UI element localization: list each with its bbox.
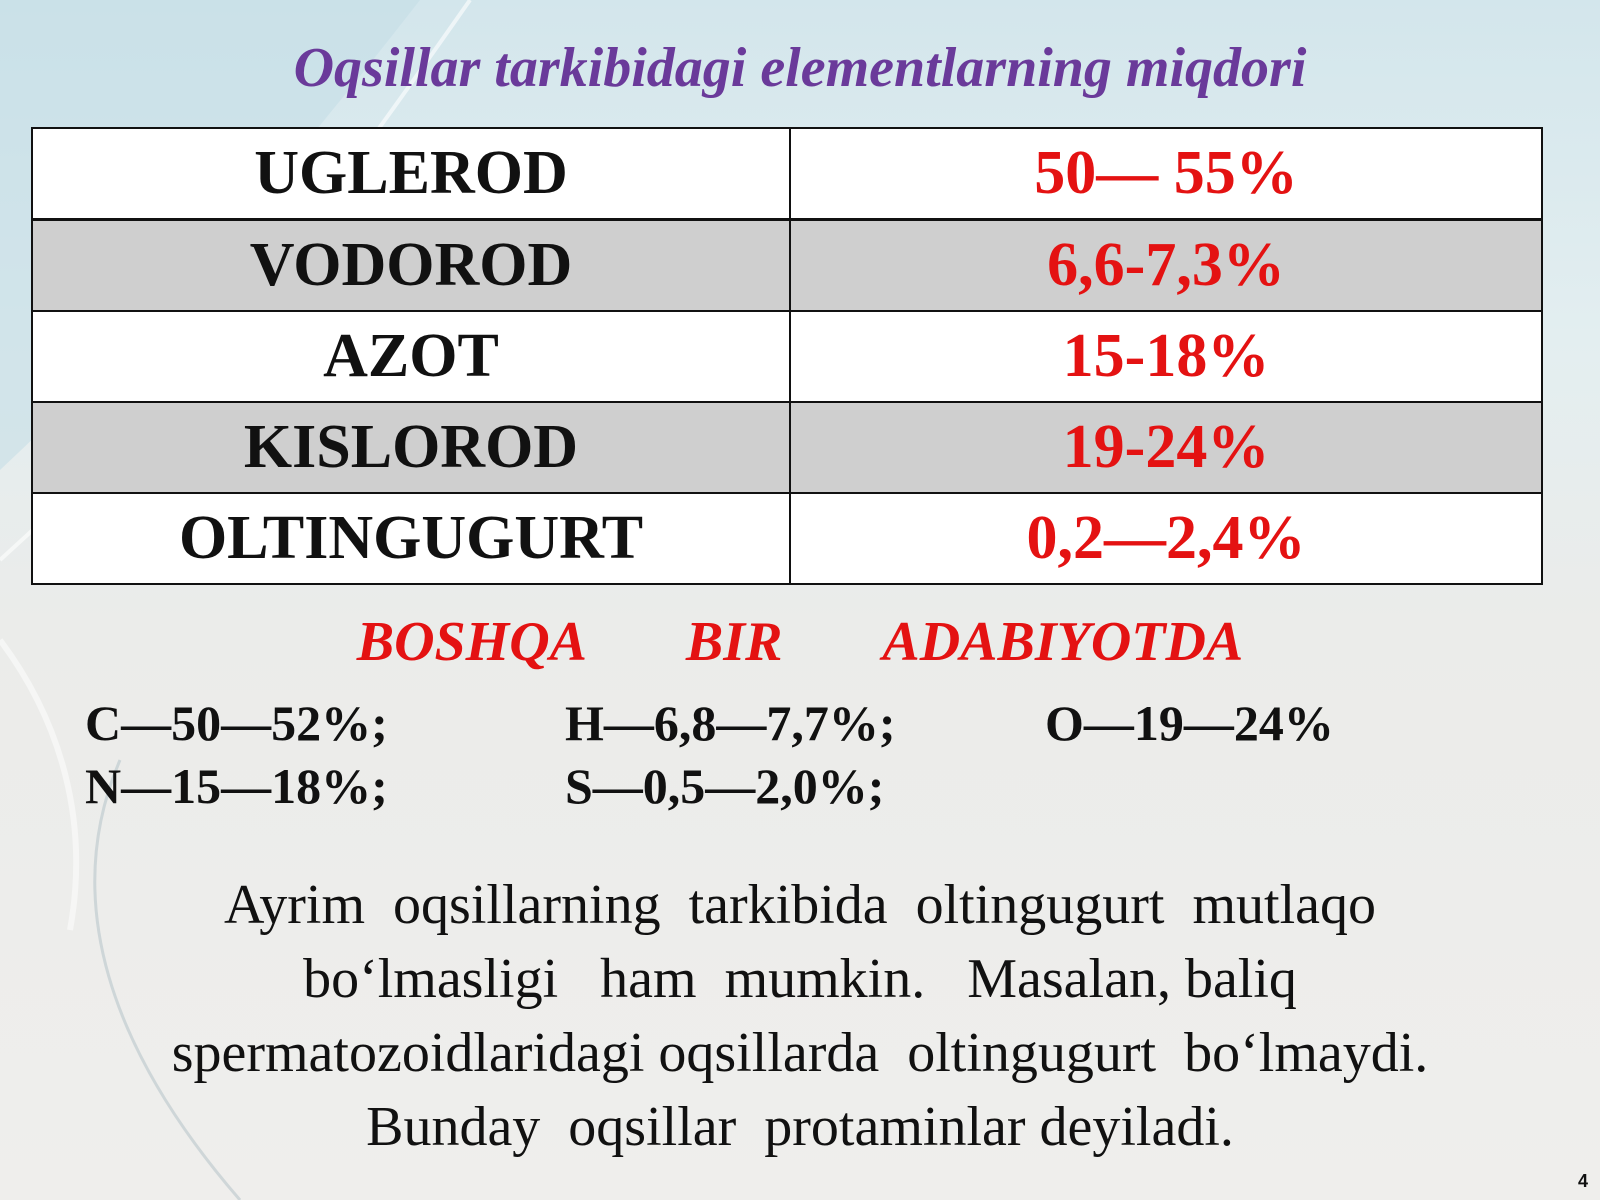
element-name: UGLEROD	[32, 128, 790, 220]
table-row	[32, 220, 1542, 312]
section-subtitle: BOSHQA BIR ADABIYOTDA	[356, 611, 1244, 673]
paragraph-line: bo‘lmasligi ham mumkin. Masalan, baliq	[303, 948, 1297, 1010]
paragraph-line: Ayrim oqsillarning tarkibida oltingugurt mutlaqo	[223, 874, 1377, 936]
formula-oxygen: O—19—24%	[1045, 695, 1334, 751]
paragraph-line: Bunday oqsillar protaminlar deyiladi.	[366, 1096, 1234, 1158]
element-name: OLTINGUGURT	[32, 493, 790, 584]
table-row	[32, 402, 1542, 493]
element-percent: 6,6-7,3%	[790, 220, 1542, 312]
element-percent: 15-18%	[790, 311, 1542, 402]
formula-sulfur: S—0,5—2,0%;	[565, 758, 885, 814]
element-table	[31, 127, 1543, 585]
element-name: AZOT	[32, 311, 790, 402]
page-number: 4	[1577, 1171, 1588, 1191]
element-name: VODOROD	[32, 220, 790, 312]
body-paragraph	[80, 868, 1520, 1164]
slide-title: Oqsillar tarkibidagi elementlarning miqdori	[293, 37, 1307, 99]
table-row	[32, 311, 1542, 402]
table-row	[32, 493, 1542, 584]
paragraph-line: spermatozoidlaridagi oqsillarda oltingugurt bo‘lmaydi.	[171, 1022, 1429, 1084]
formula-nitrogen: N—15—18%;	[85, 758, 388, 814]
formula-hydrogen: H—6,8—7,7%;	[565, 695, 896, 751]
table-row	[32, 128, 1542, 220]
element-percent: 19-24%	[790, 402, 1542, 493]
element-percent: 0,2—2,4%	[790, 493, 1542, 584]
element-percent: 50— 55%	[790, 128, 1542, 220]
formula-carbon: C—50—52%;	[85, 695, 388, 751]
element-name: KISLOROD	[32, 402, 790, 493]
